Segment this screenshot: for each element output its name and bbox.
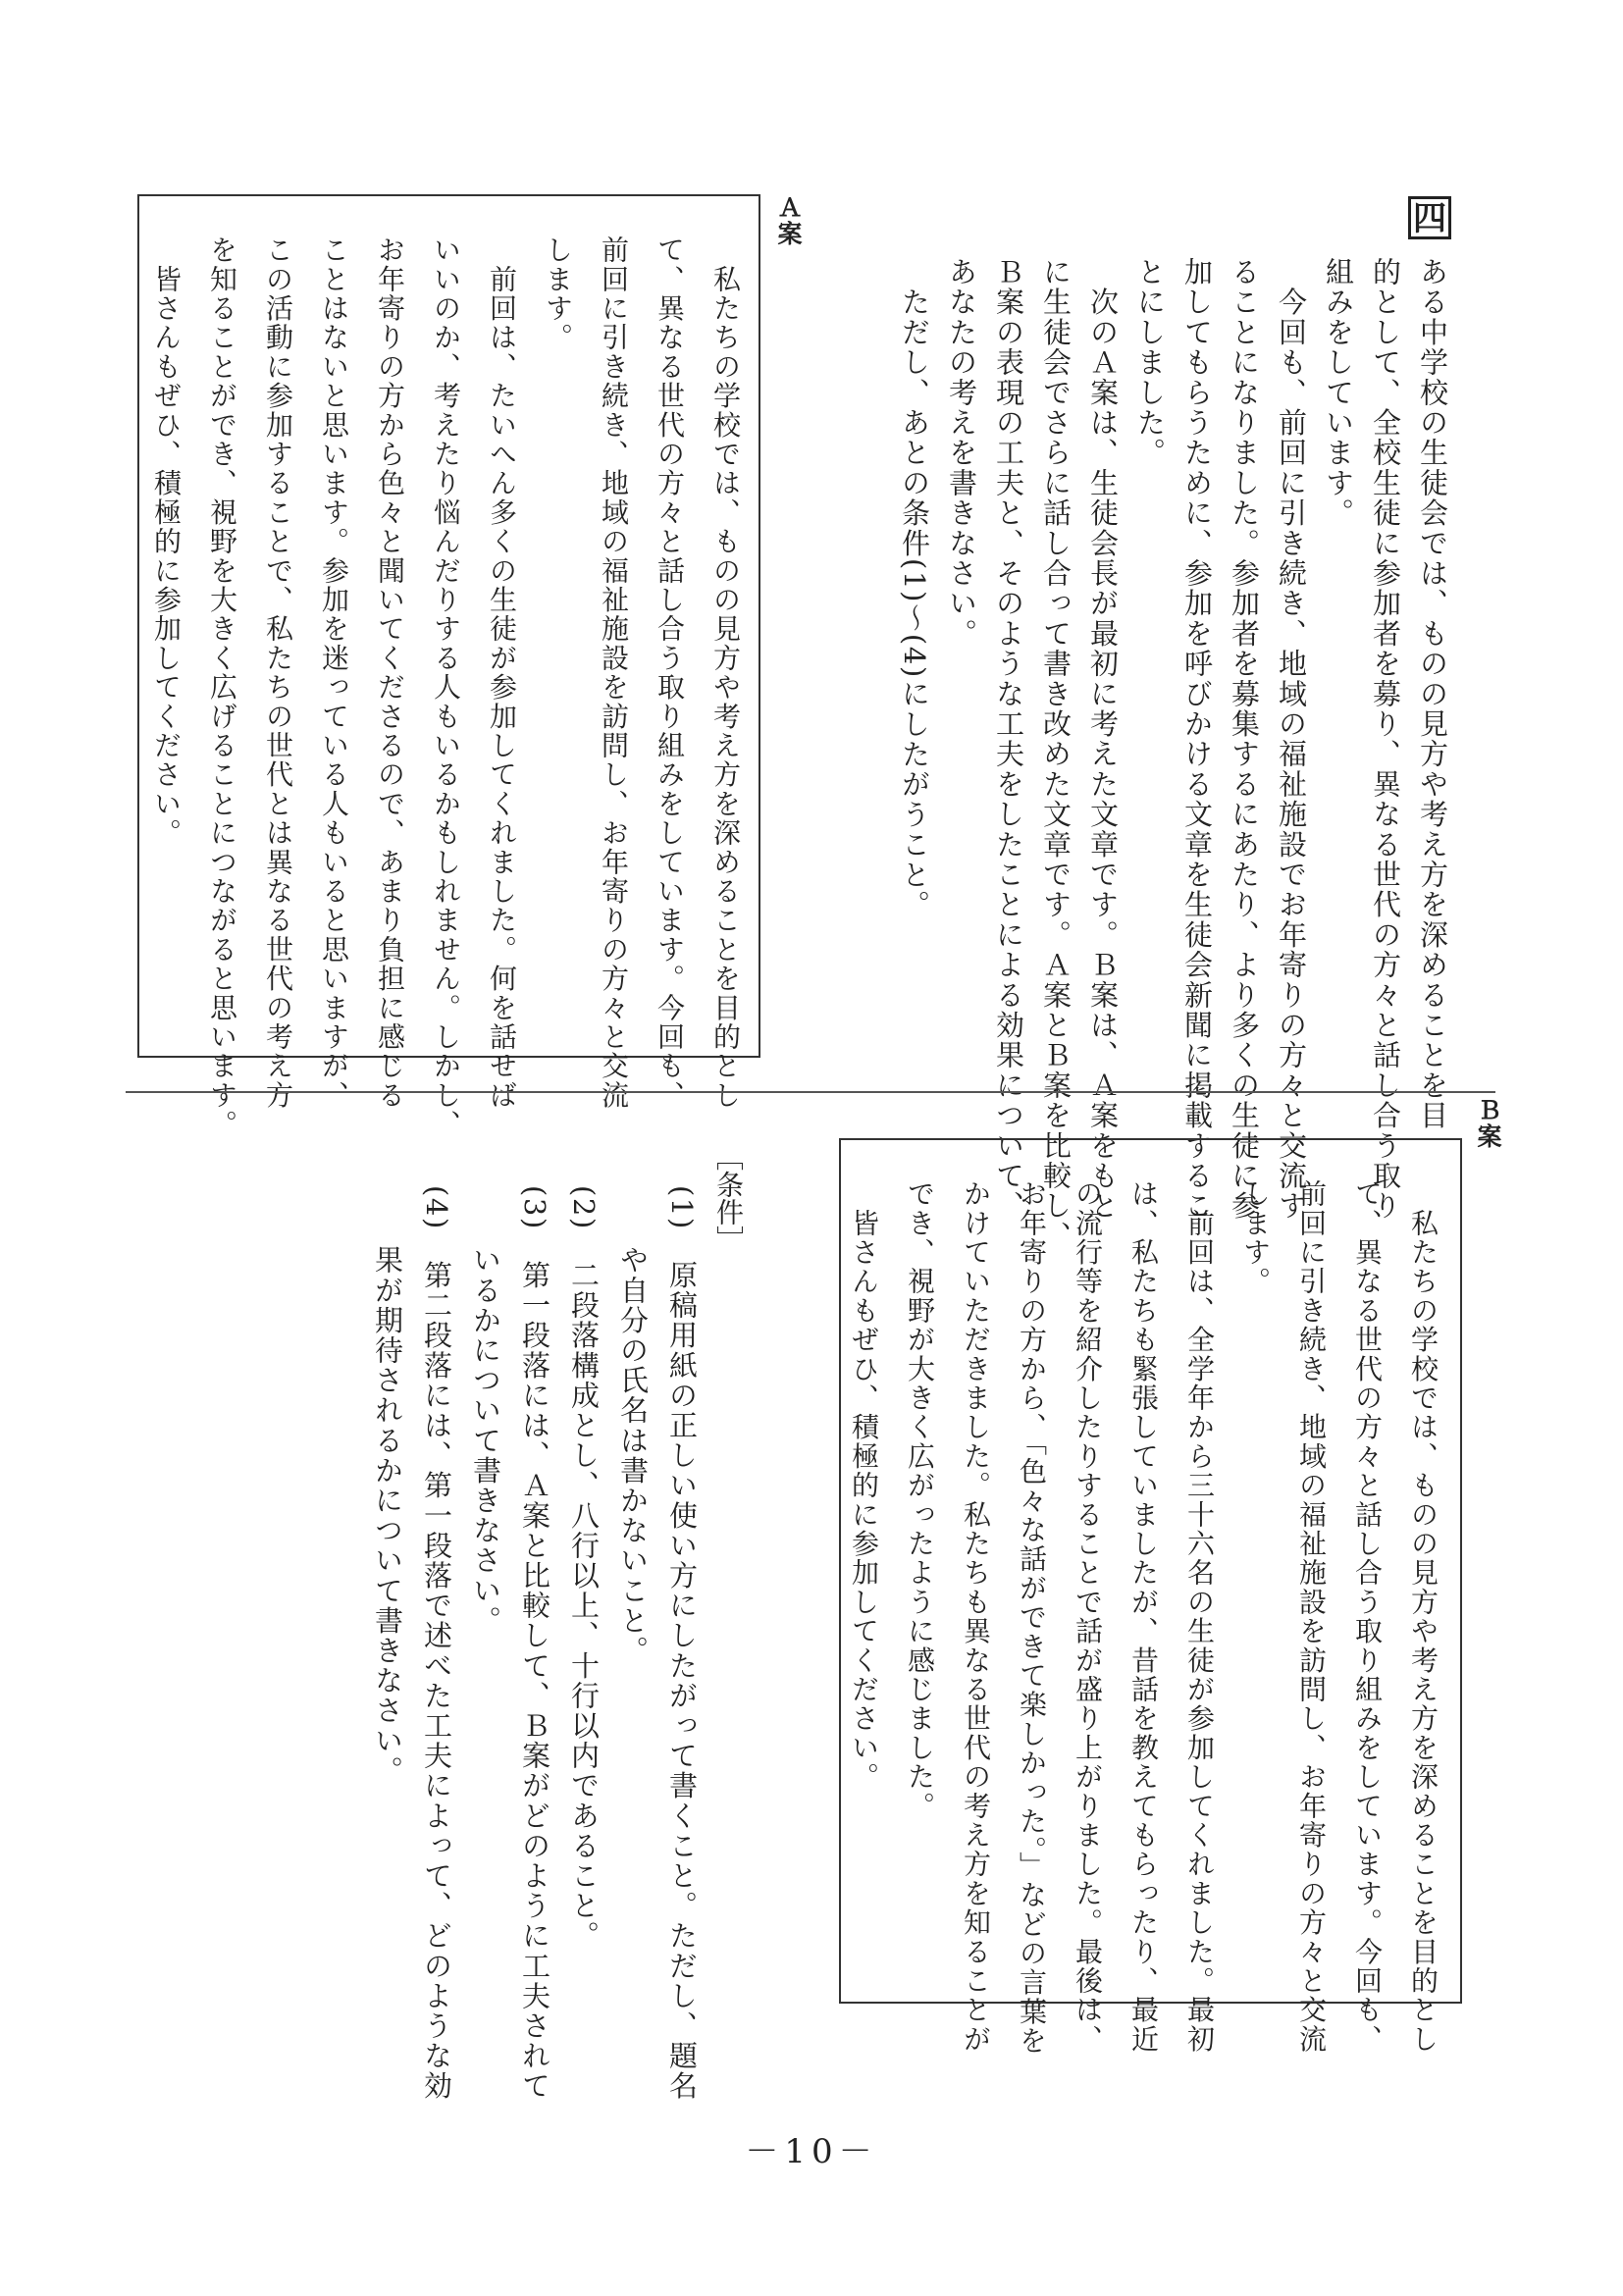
condition-line: (1) 原稿用紙の正しい使い方にしたがって書くこと。ただし、題名: [665, 1185, 699, 2102]
draft-b-line: でき、視野が大きく広がったように感じました。: [904, 1179, 936, 1821]
draft-a-line: ことはないと思います。参加を迷っている人もいると思いますが、: [318, 235, 350, 1110]
intro-line: あなたの考えを書きなさい。: [945, 257, 978, 650]
intro-line: ることになりました。参加者を募集するにあたり、より多くの生徒に参: [1228, 257, 1261, 1222]
draft-a-line: を知ることができ、視野を大きく広げることにつながると思います。: [206, 235, 238, 1139]
draft-a-line: します。: [542, 235, 574, 352]
draft-b-label: Ｂ案: [1474, 1097, 1502, 1150]
draft-b-text: [836, 1179, 1451, 2056]
intro-line: 今回も、前回に引き続き、地域の福祉施設でお年寄りの方々と交流す: [1275, 257, 1308, 1222]
draft-a-line: て、異なる世代の方々と話し合う取り組みをしています。今回も、: [654, 235, 686, 1110]
draft-a-line: この活動に参加することで、私たちの世代とは異なる世代の考え方: [262, 235, 294, 1110]
intro-line: Ｂ案の表現の工夫と、そのような工夫をしたことによる効果について、: [992, 257, 1025, 1222]
condition-line: 果が期待されるかについて書きなさい。: [371, 1185, 404, 1786]
condition-line: や自分の氏名は書かないこと。: [616, 1185, 650, 1666]
intro-line: 組みをしています。: [1322, 257, 1355, 529]
draft-a-line: 前回に引き続き、地域の福祉施設を訪問し、お年寄りの方々と交流: [598, 235, 630, 1110]
condition-line: いるかについて書きなさい。: [469, 1185, 502, 1636]
draft-a-line: お年寄りの方から色々と聞いてくださるので、あまり負担に感じる: [374, 235, 406, 1110]
condition-line: (3) 第一段落には、Ａ案と比較して、Ｂ案がどのように工夫されて: [518, 1185, 551, 2102]
draft-b-line: 前回は、全学年から三十六名の生徒が参加してくれました。最初: [1183, 1179, 1216, 2054]
intro-line: に生徒会でさらに話し合って書き改めた文章です。Ａ案とＢ案を比較し、: [1039, 257, 1073, 1252]
draft-a-line: 前回は、たいへん多くの生徒が参加してくれました。何を話せば: [486, 235, 518, 1110]
draft-b-line: 皆さんもぜひ、積極的に参加してください。: [848, 1179, 880, 1792]
draft-b-line: お年寄りの方から、「色々な話ができて楽しかった。」などの言葉を: [1016, 1179, 1048, 2056]
intro-line: とにしました。: [1133, 257, 1167, 468]
draft-b-line: 私たちの学校では、ものの見方や考え方を深めることを目的とし: [1407, 1179, 1440, 2054]
intro-line: 次のＡ案は、生徒会長が最初に考えた文章です。Ｂ案は、Ａ案をもと: [1086, 257, 1120, 1222]
draft-b-line: て、異なる世代の方々と話し合う取り組みをしています。今回も、: [1351, 1179, 1384, 2054]
draft-a-label: Ａ案: [774, 194, 803, 247]
section-divider: [126, 1091, 1495, 1093]
question-number-badge: 四: [1408, 196, 1451, 239]
draft-b-line: します。: [1239, 1179, 1272, 1296]
draft-a-line: 皆さんもぜひ、積極的に参加してください。: [150, 235, 183, 848]
intro-line: ある中学校の生徒会では、ものの見方や考え方を深めることを目: [1416, 257, 1449, 1131]
condition-line: (2) 二段落構成とし、八行以上、十行以内であること。: [567, 1185, 601, 1952]
draft-b-line: は、私たちも緊張していましたが、昔話を教えてもらったり、最近: [1127, 1179, 1160, 2054]
intro-line: 的として、全校生徒に参加者を募り、異なる世代の方々と話し合う取り: [1369, 257, 1402, 1222]
draft-b-line: 前回に引き続き、地域の福祉施設を訪問し、お年寄りの方々と交流: [1295, 1179, 1328, 2054]
intro-line: ただし、あとの条件(1)～(4)にしたがうこと。: [898, 257, 931, 920]
draft-a-line: いいのか、考えたり悩んだりする人もいるかもしれません。しかし、: [430, 235, 462, 1139]
draft-a-text: [138, 235, 754, 1139]
condition-line: (4) 第二段落には、第一段落で述べた工夫によって、どのような効: [420, 1185, 453, 2102]
page-number: －10－: [745, 2132, 878, 2171]
conditions-heading: ［条件］: [712, 1143, 745, 1253]
conditions-list: [363, 1185, 707, 2101]
intro-line: 加してもらうために、参加を呼びかける文章を生徒会新聞に掲載するこ: [1180, 257, 1214, 1222]
draft-b-line: かけていただきました。私たちも異なる世代の考え方を知ることが: [960, 1179, 992, 2055]
draft-a-line: 私たちの学校では、ものの見方や考え方を深めることを目的とし: [709, 235, 742, 1110]
question-intro: [891, 257, 1456, 1251]
draft-b-line: の流行等を紹介したりすることで話が盛り上がりました。最後は、: [1072, 1179, 1104, 2054]
